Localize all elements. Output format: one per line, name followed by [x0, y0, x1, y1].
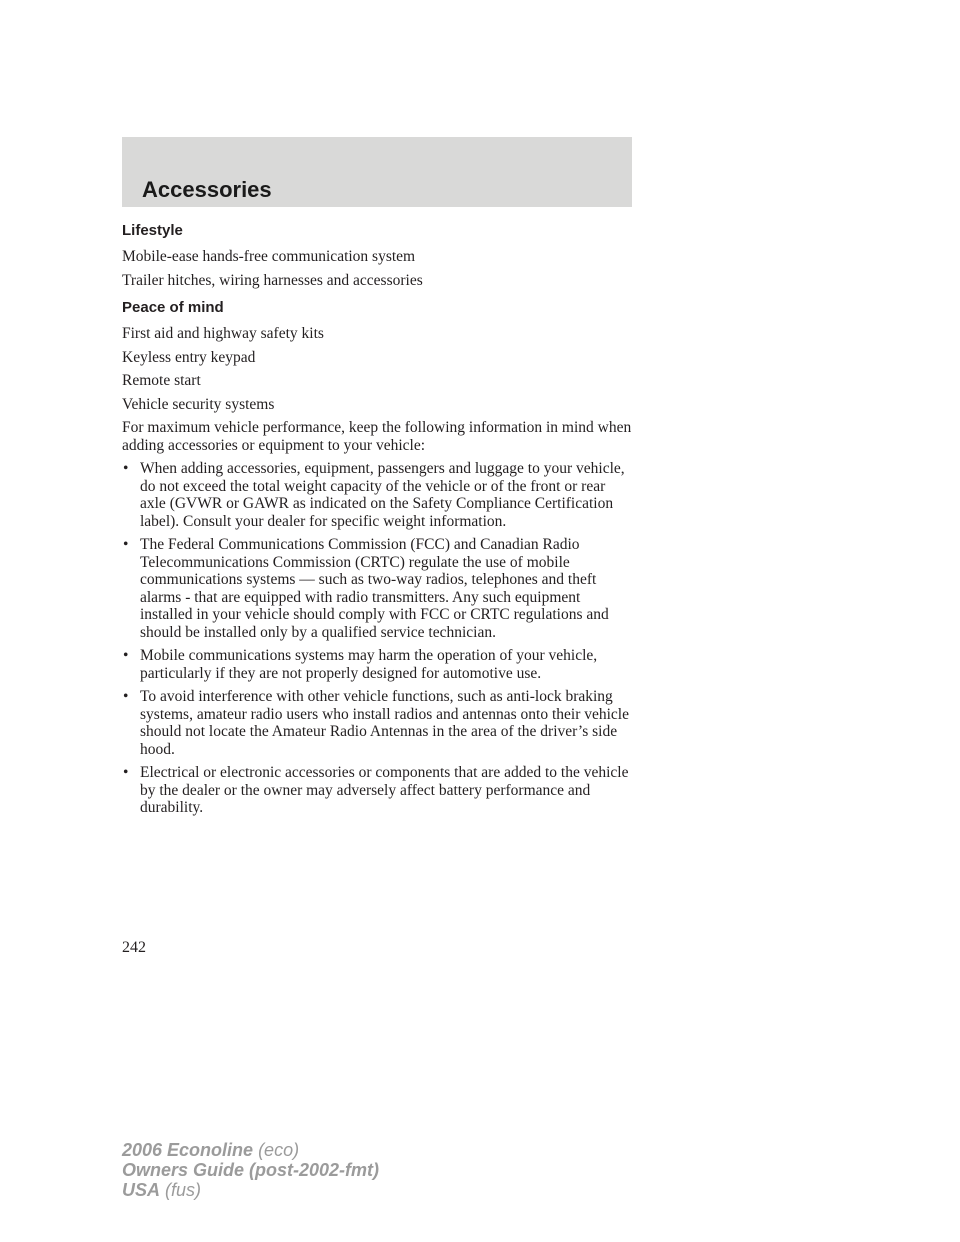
heading-lifestyle: Lifestyle	[122, 222, 183, 239]
guideline-text: When adding accessories, equipment, passengers and luggage to your vehicle, do not exceed the total weight capacity of the vehicle or of the front or rear axle (GVWR or GAWR as indicated on the Safety Compliance Certification label). Consult your dealer for specific weight information.	[140, 460, 625, 530]
section-title: Accessories	[142, 177, 272, 202]
peace-of-mind-item: First aid and highway safety kits	[122, 325, 324, 342]
footer-guide-line	[122, 1160, 379, 1180]
guideline-item	[122, 764, 634, 817]
accessory-guidelines-list	[122, 460, 634, 817]
footer-model: 2006 Econoline	[122, 1140, 254, 1160]
bullet-icon: •	[123, 688, 129, 705]
page-number: 242	[122, 939, 146, 956]
section-header-band	[122, 137, 632, 207]
bullet-icon: •	[123, 460, 129, 477]
guideline-text: The Federal Communications Commission (FCC) and Canadian Radio Telecommunications Commission (CRTC) regulate the use of mobile communications systems — such as two-way radios, telephones and theft alarms - that are equipped with radio transmitters. Any such equipment installed in your vehicle should comply with FCC or CRTC regulations and should be installed only by a qualified service technician.	[140, 536, 609, 641]
guideline-item	[122, 647, 634, 682]
intro-paragraph: For maximum vehicle performance, keep the following information in mind when adding accessories or equipment to your vehicle:	[122, 419, 632, 454]
bullet-icon: •	[123, 536, 129, 553]
lifestyle-item: Trailer hitches, wiring harnesses and accessories	[122, 271, 423, 289]
guideline-text: Electrical or electronic accessories or components that are added to the vehicle by the dealer or the owner may adversely affect battery performance and durability.	[140, 764, 629, 816]
peace-of-mind-item: Keyless entry keypad	[122, 348, 256, 366]
footer-market: USA	[122, 1180, 161, 1200]
footer-market-line	[122, 1180, 379, 1200]
footer-guide: Owners Guide (post-2002-fmt)	[122, 1160, 380, 1180]
guideline-item	[122, 536, 634, 641]
footer-market-code: (fus)	[160, 1180, 202, 1200]
guideline-text: To avoid interference with other vehicle functions, such as anti-lock braking systems, amateur radio users who install radios and antennas onto their vehicle should not locate the Amateur Radio Antennas in the area of the driver’s side hood.	[140, 688, 629, 758]
peace-of-mind-item: Vehicle security systems	[122, 395, 275, 413]
bullet-icon: •	[123, 647, 129, 664]
lifestyle-item: Mobile-ease hands-free communication system	[122, 248, 416, 265]
footer-model-line	[122, 1140, 379, 1160]
footer-model-code: (eco)	[253, 1140, 300, 1160]
page-content	[122, 222, 634, 823]
document-footer	[122, 1140, 379, 1200]
guideline-text: Mobile communications systems may harm the operation of your vehicle, particularly if they are not properly designed for automotive use.	[140, 647, 598, 682]
bullet-icon: •	[123, 764, 129, 781]
guideline-item	[122, 688, 634, 758]
heading-peace-of-mind: Peace of mind	[122, 299, 224, 316]
guideline-item	[122, 460, 634, 530]
peace-of-mind-item: Remote start	[122, 372, 201, 389]
